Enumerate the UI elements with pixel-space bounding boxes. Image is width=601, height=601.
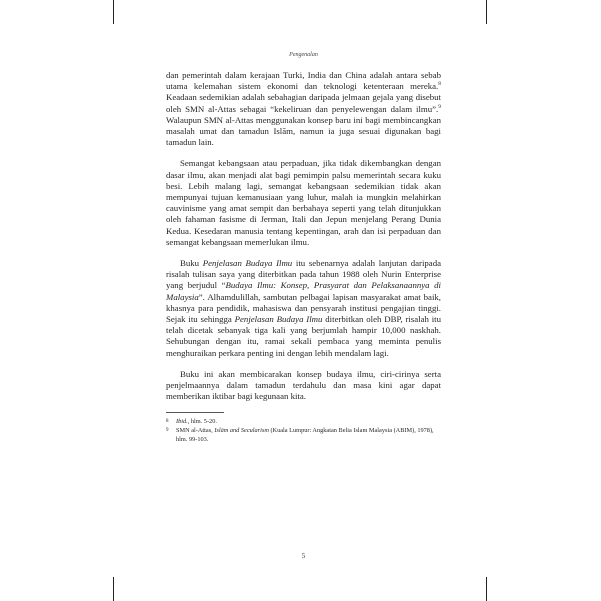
footnote-8: 8 Ibid., hlm. 5-20. [166,418,217,426]
running-head: Pengenalan [289,52,318,58]
crop-mark-top-left [113,0,114,24]
paragraph-2: Semangat kebangsaan atau perpaduan, jika tidak dikembangkan dengan dasar ilmu, akan menjadi alat bagi pemimpin palsu memerintah secara kuku besi. Lebih malang lagi, semangat kebangsaan sedemikian tidak akan mempunyai tujuan kemanusiaan yang luhur, malah ia mungkin melahirkan cauvinisme yang amat sempit dan berbahaya seperti yang telah ditunjukkan oleh fahaman fasisme di Jerman, Itali dan Jepun menjelang Perang Dunia Kedua. Kesedaran manusia tentang kepentingan, arah dan isi perpaduan dan semangat kebangsaan memerlukan ilmu. [166,158,441,247]
footnote-rule [166,412,224,413]
risalah-title-italic: Budaya Ilmu: Konsep, Prasyarat dan Pelaksanaannya di Malaysia [166,280,441,302]
crop-mark-bottom-right [486,577,487,601]
footnote-9: 9 SMN al-Attas, Islām and Secularism (Kuala Lumpur: Angkatan Belia Islam Malaysia (ABIM), 1978), hlm. 99-103. [166,427,434,444]
page-number: 5 [301,552,306,560]
text-block [166,52,441,444]
paragraph-4: Buku ini akan membicarakan konsep budaya ilmu, ciri-cirinya serta penjelmaannya dalam tamadun terdahulu dan masa kini agar dapat memberikan iktibar bagi kegunaan kita. [166,368,441,402]
footnote-ref-9: 9 [438,103,441,110]
crop-mark-bottom-left [113,577,114,601]
book-title-italic: Penjelasan Budaya Ilmu [202,258,293,269]
crop-mark-top-right [486,0,487,24]
book-title-italic: Penjelasan Budaya Ilmu [234,314,323,325]
paragraph-1: dan pemerintah dalam kerajaan Turki, India dan China adalah antara sebab utama kelemahan sistem ekonomi dan teknologi ketenteraan mereka.$^8$ Keadaan sedemikian adalah sebahagian daripada jelmaan gejala yang disebut oleh SMN al-Attas sebagai “kekeliruan dan penyelewengan dalam ilmu”.$^9$ Walaupun SMN al-Attas menggunakan konsep baru ini bagi membincangkan masalah umat dan tamadun Islām, namun ia juga sesuai digunakan bagi tamadun lain. [166,70,441,148]
footnote-ref-8: 8 [438,81,441,88]
paragraph-3: Buku Penjelasan Budaya Ilmu itu sebenarnya adalah lanjutan daripada risalah tulisan saya yang diterbitkan pada tahun 1988 oleh Nurin Enterprise yang berjudul “Budaya Ilmu: Konsep, Prasyarat dan Pelaksanaannya di Malaysia”. Alhamdulillah, sambutan pelbagai lapisan masyarakat amat baik, khasnya para pendidik, mahasiswa dan pensyarah institusi pengajian tinggi. Sejak itu sehingga Penjelasan Budaya Ilmu diterbitkan oleh DBP, risalah itu telah dicetak sebanyak tiga kali yang berjumlah hampir 10,000 naskhah. Sehubungan dengan itu, ramai sekali pembaca yang meminta penulis menghuraikan perkara penting ini dengan lebih mendalam lagi. [166,258,442,358]
